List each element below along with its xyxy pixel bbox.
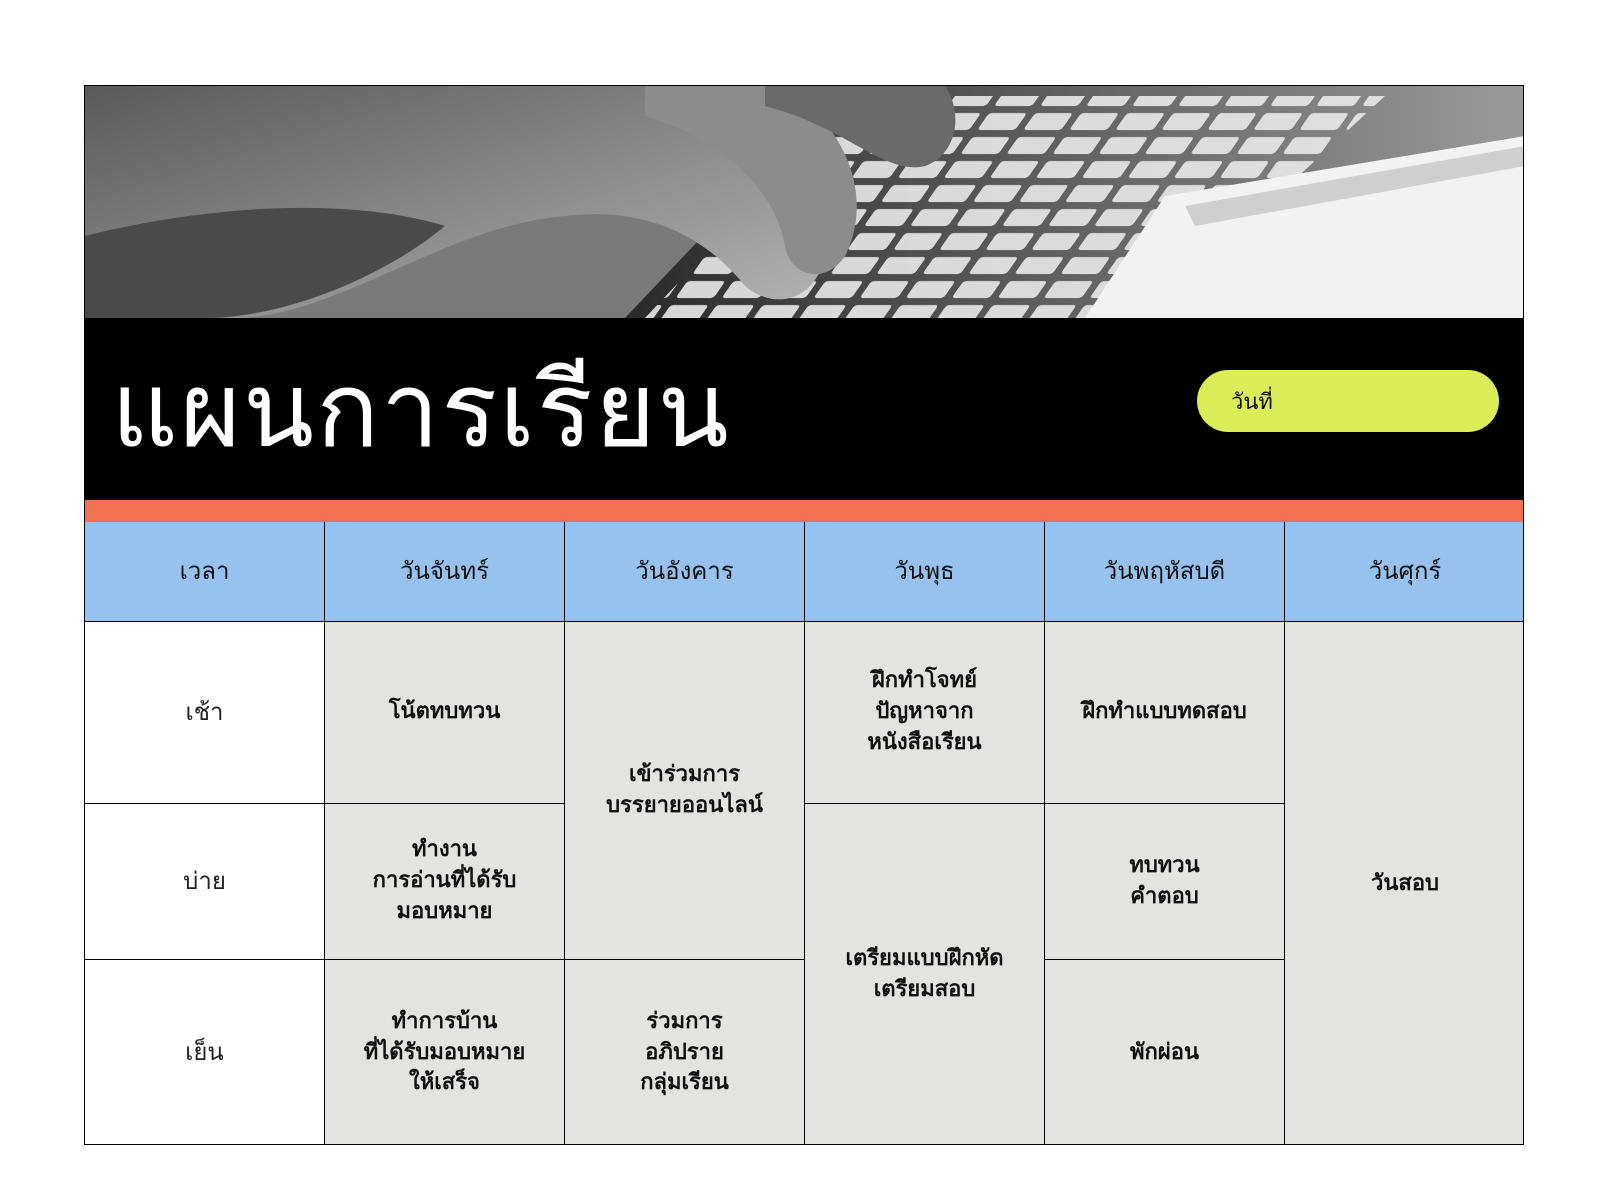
column-header-monday: วันจันทร์ [325,522,565,622]
activity-thursday-morning: ฝึกทำแบบทดสอบ [1045,622,1285,804]
activity-monday-afternoon: ทำงาน การอ่านที่ได้รับ มอบหมาย [325,804,565,960]
date-label: วันที่ [1231,389,1273,415]
column-header-thursday: วันพฤหัสบดี [1045,522,1285,622]
column-header-wednesday: วันพุธ [805,522,1045,622]
column-header-time: เวลา [85,522,325,622]
activity-monday-evening: ทำการบ้าน ที่ได้รับมอบหมาย ให้เสร็จ [325,960,565,1145]
date-field[interactable] [1197,370,1499,432]
accent-stripe [85,500,1524,522]
hands-on-keyboard-illustration [85,86,1524,318]
title-banner [85,318,1524,500]
page-title: แผนการเรียน [111,349,731,471]
activity-thursday-afternoon: ทบทวน คำตอบ [1045,804,1285,960]
activity-tuesday-morning-afternoon: เข้าร่วมการ บรรยายออนไลน์ [565,622,805,960]
column-header-tuesday: วันอังคาร [565,522,805,622]
activity-wednesday-afternoon-evening: เตรียมแบบฝึกหัด เตรียมสอบ [805,804,1045,1145]
time-afternoon: บ่าย [85,804,325,960]
study-plan-sheet [84,85,1524,1145]
column-header-friday: วันศุกร์ [1285,522,1524,622]
time-evening: เย็น [85,960,325,1145]
activity-wednesday-morning: ฝึกทำโจทย์ ปัญหาจาก หนังสือเรียน [805,622,1045,804]
keyboard-typing-photo [85,86,1524,318]
activity-thursday-evening: พักผ่อน [1045,960,1285,1145]
activity-friday-all-day: วันสอบ [1285,622,1524,1145]
activity-monday-morning: โน้ตทบทวน [325,622,565,804]
time-morning: เช้า [85,622,325,804]
schedule-table [85,522,1524,1145]
activity-tuesday-evening: ร่วมการ อภิปราย กลุ่มเรียน [565,960,805,1145]
